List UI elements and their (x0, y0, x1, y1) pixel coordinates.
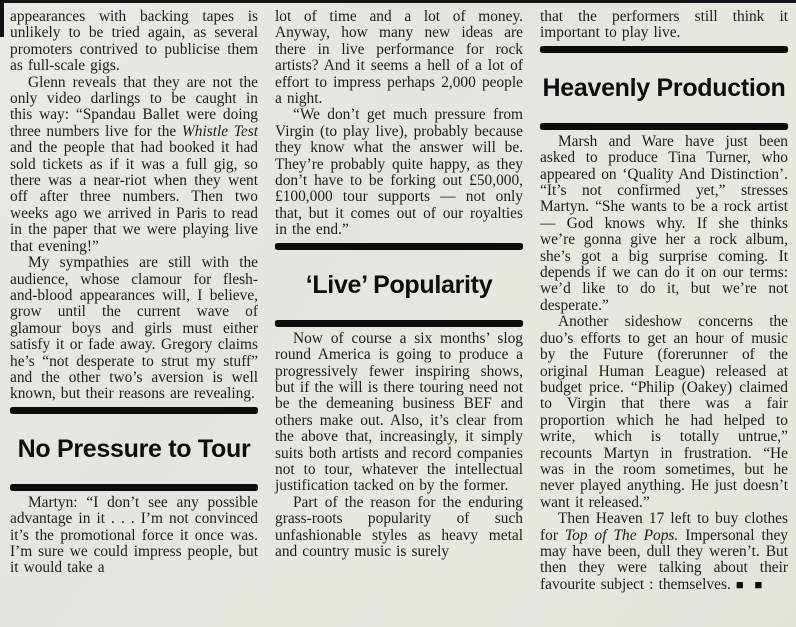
column-right (540, 9, 788, 593)
paragraph: appearances with backing tapes is unlikely to be tried again, as several promoters contrived to publicise them as full-scale gigs. (10, 8, 258, 75)
paragraph-text: Impersonal they may have been, dull they weren’t. But then they were talking about their favourite subject : themselves. (540, 526, 788, 593)
paragraph: Now of course a six months’ slog round America is going to produce a progressively fewer inspiring shows, but if the will is there touring need not be the demeaning business BEF and others make out. Also, it’s clear from the above that, increasingly, it simply suits both artists and record companies not to tour, whatever the intellectual justification tacked on by the former. (275, 329, 523, 495)
paragraph: “We don’t get much pressure from Virgin (to play live), probably because they know what the answer will be. They’re probably quite happy, as they don’t have to be forking out £50,000, £100,000 tour supports — not only that, but it comes out of our royalties in the end.” (275, 106, 523, 239)
paragraph: Martyn: “I don’t see any possible advantage in it . . . I’m not convinced it’s the promotional force it once was. I’m sure we could impress people, but it would take a (10, 493, 258, 577)
section-heading-heavenly-production: Heavenly Production (542, 73, 786, 102)
paragraph-text: Glenn reveals that they are not the only video darlings to be caught in this way: “Spandau Ballet were doing three numbers live for the (10, 73, 258, 140)
heading-rule (275, 243, 523, 250)
paragraph (10, 75, 258, 255)
section-heading-no-pressure-to-tour: No Pressure to Tour (17, 434, 251, 463)
paragraph (540, 511, 788, 593)
paragraph: lot of time and a lot of money. Anyway, how many new ideas are there in live performance for rock artists? And it seems a hell of a lot of effort to impress perhaps 2,000 people a night. (275, 8, 523, 108)
scan-edge-artifact-top (0, 0, 796, 3)
heading-rule (540, 46, 788, 53)
scan-edge-artifact-left (0, 0, 4, 37)
paragraph-text: Then Heaven 17 left to buy clothes for (540, 510, 788, 544)
paragraph: My sympathies are still with the audience, whose clamour for flesh-and-blood appearances will, I believe, grow until the current wave of glamour boys and girls must either satisfy it or fade away. Gregory claims he’s “not desperate to strut my stuff” and the other two’s aversion is well known, but their reasons are revealing. (10, 254, 258, 403)
paragraph: Another sideshow concerns the duo’s efforts to get an hour of music by the Future (forerunner of the original Human League) released at budget price. “Philip (Oakey) claimed to Virgin that there was a fair proportion which he had helped to write, which is totally untrue,” recounts Martyn in frustration. “He was in the room sometimes, but he never played anything. He just doesn’t want it released.” (540, 313, 788, 511)
section-heading-live-popularity: ‘Live’ Popularity (305, 270, 493, 299)
heading-rule (540, 123, 788, 130)
italic-title-whistle-test: Whistle Test (181, 122, 258, 140)
end-of-article-squares: ■ ■ (735, 576, 766, 592)
paragraph: Marsh and Ware have just been asked to produce Tina Turner, who appeared on ‘Quality And Distinction’. “It’s not confirmed yet,” stresses Martyn. “She wants to be a rock artist — God knows why. If she thinks we’re gonna give her a rock album, she’s got a big surprise coming. It depends if we can do it on our terms: we’d like to do it, but we’re not desperate.” (540, 132, 788, 314)
column-middle (275, 9, 523, 593)
heading-rule (10, 484, 258, 491)
paragraph: Part of the reason for the enduring grass-roots popularity of such unfashionable styles as heavy metal and country music is surely (275, 493, 523, 560)
heading-rule (275, 320, 523, 327)
column-left (10, 9, 258, 593)
paragraph-text: and the people that had booked it had sold tickets as if it was a full gig, so there was a near-riot when they went off after three numbers. Then two weeks ago we arrived in Paris to read in the paper that we were playing live that evening!” (10, 139, 258, 255)
italic-title-top-of-the-pops: Top of The Pops. (564, 526, 679, 544)
paragraph: that the performers still think it important to play live. (540, 8, 788, 42)
heading-rule (10, 407, 258, 414)
